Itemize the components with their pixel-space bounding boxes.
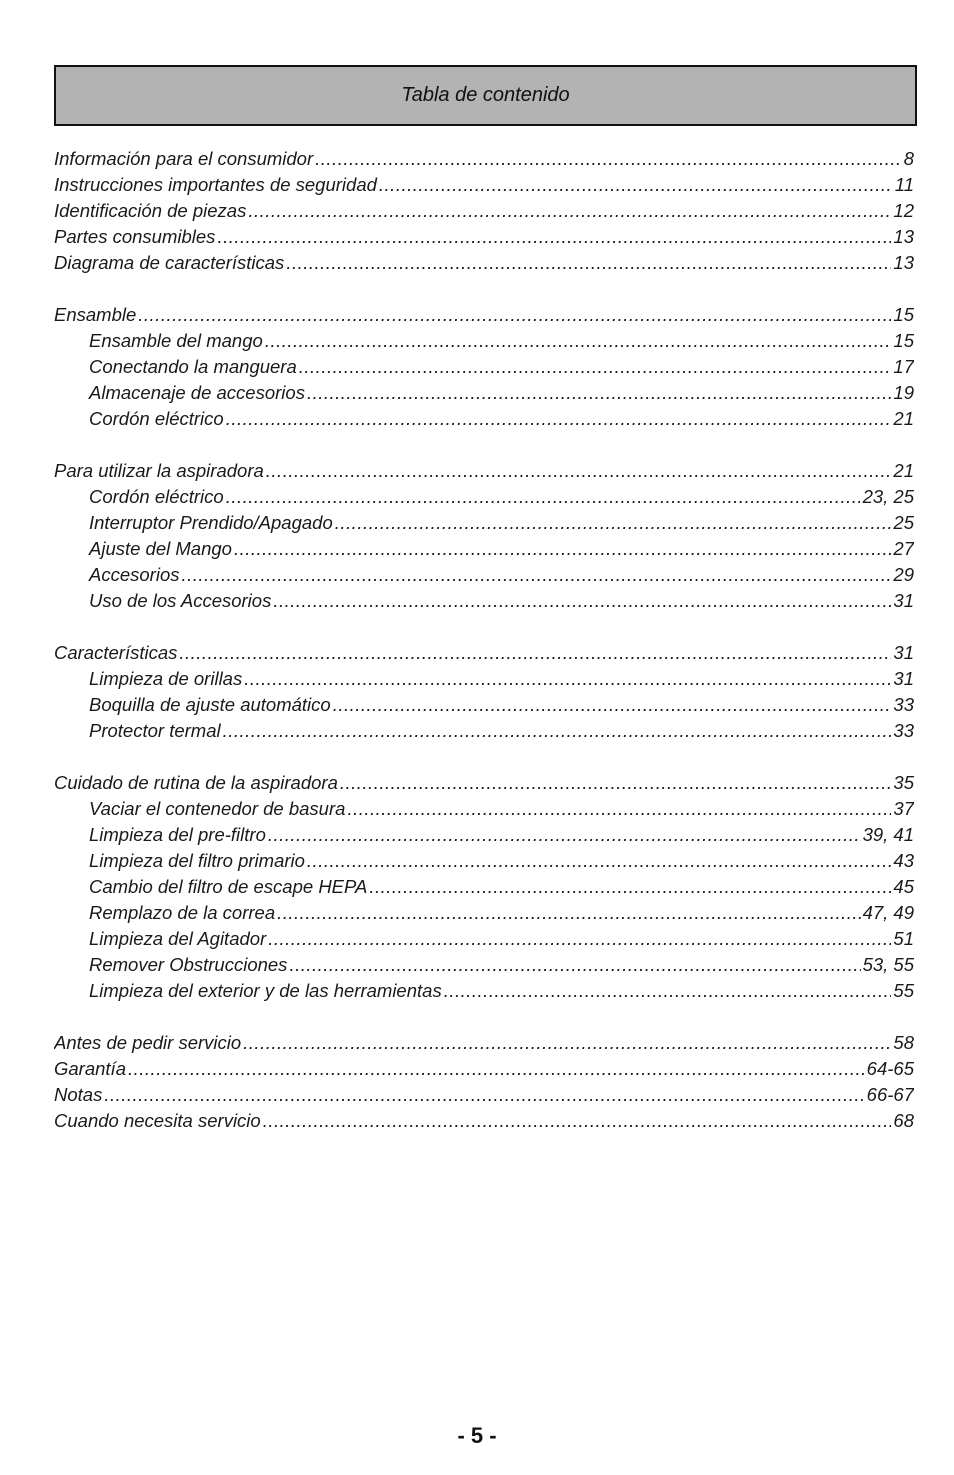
toc-subentry[interactable] — [54, 406, 914, 432]
toc-entry-label: Cordón eléctrico — [89, 408, 224, 429]
dot-leader — [268, 822, 861, 848]
toc-entry-label: Almacenaje de accesorios — [89, 382, 305, 403]
dot-leader — [444, 978, 892, 1004]
toc-entry-label: Ajuste del Mango — [89, 538, 232, 559]
toc-entry-page: 47, 49 — [862, 902, 914, 923]
toc-subentry[interactable] — [54, 588, 914, 614]
toc-entry[interactable] — [54, 146, 914, 172]
toc-entry-label: Protector termal — [89, 720, 221, 741]
toc-subentry[interactable] — [54, 952, 914, 978]
dot-leader — [138, 302, 891, 328]
toc-entry-page: 27 — [893, 538, 914, 559]
toc-entry-label: Boquilla de ajuste automático — [89, 694, 331, 715]
toc-subentry[interactable] — [54, 848, 914, 874]
dot-leader — [248, 198, 891, 224]
toc-entry-label: Limpieza del exterior y de las herramientas — [89, 980, 442, 1001]
dot-leader — [179, 640, 891, 666]
toc-entry-label: Limpieza del Agitador — [89, 928, 267, 949]
toc-subentry[interactable] — [54, 718, 914, 744]
toc-entry-label: Limpieza de orillas — [89, 668, 243, 689]
toc-entry-label: Cuando necesita servicio — [54, 1110, 261, 1131]
dot-leader — [340, 770, 892, 796]
toc-subentry[interactable] — [54, 796, 914, 822]
toc-entry-page: 11 — [894, 174, 914, 195]
dot-leader — [223, 718, 892, 744]
toc-entry-label: Cuidado de rutina de la aspiradora — [54, 772, 338, 793]
toc-entry-label: Identificación de piezas — [54, 200, 247, 221]
toc-entry-page: 19 — [893, 382, 914, 403]
toc-entry-label: Características — [54, 642, 178, 663]
toc-entry-page: 45 — [893, 876, 914, 897]
dot-leader — [104, 1082, 864, 1108]
toc-entry-label: Limpieza del filtro primario — [89, 850, 305, 871]
toc-entry[interactable] — [54, 458, 914, 484]
toc-entry-label: Ensamble del mango — [89, 330, 263, 351]
toc-entry-page: 37 — [893, 798, 914, 819]
dot-leader — [226, 484, 861, 510]
toc-subentry[interactable] — [54, 692, 914, 718]
toc-subentry[interactable] — [54, 380, 914, 406]
toc-entry-label: Uso de los Accesorios — [89, 590, 272, 611]
toc-entry-page: 68 — [893, 1110, 914, 1131]
toc-entry-page: 55 — [893, 980, 914, 1001]
section-gap — [54, 276, 914, 302]
toc-entry-page: 31 — [893, 590, 914, 611]
toc-entry-label: Partes consumibles — [54, 226, 216, 247]
toc-entry-page: 15 — [893, 330, 914, 351]
toc-entry-page: 8 — [903, 148, 914, 169]
toc-subentry[interactable] — [54, 536, 914, 562]
toc-entry[interactable] — [54, 1056, 914, 1082]
dot-leader — [226, 406, 892, 432]
toc-entry-label: Vaciar el contenedor de basura — [89, 798, 346, 819]
toc-entry-label: Limpieza del pre-filtro — [89, 824, 266, 845]
toc-entry[interactable] — [54, 1082, 914, 1108]
dot-leader — [277, 900, 860, 926]
dot-leader — [265, 328, 892, 354]
toc-entry[interactable] — [54, 640, 914, 666]
toc-entry[interactable] — [54, 1030, 914, 1056]
toc-entry-page: 31 — [893, 642, 914, 663]
toc-entry-label: Para utilizar la aspiradora — [54, 460, 264, 481]
toc-entry-label: Ensamble — [54, 304, 137, 325]
toc-entry-label: Instrucciones importantes de seguridad — [54, 174, 377, 195]
section-gap — [54, 432, 914, 458]
toc-entry-page: 58 — [893, 1032, 914, 1053]
toc-entry-page: 64-65 — [866, 1058, 914, 1079]
toc-entry-page: 29 — [893, 564, 914, 585]
toc-entry[interactable] — [54, 770, 914, 796]
toc-subentry[interactable] — [54, 978, 914, 1004]
toc-subentry[interactable] — [54, 900, 914, 926]
toc-entry-page: 39, 41 — [862, 824, 914, 845]
toc-subentry[interactable] — [54, 510, 914, 536]
dot-leader — [286, 250, 891, 276]
toc-entry-page: 25 — [893, 512, 914, 533]
dot-leader — [244, 666, 891, 692]
dot-leader — [181, 562, 891, 588]
dot-leader — [217, 224, 891, 250]
page-title: Tabla de contenido — [401, 84, 570, 106]
dot-leader — [234, 536, 891, 562]
toc-entry-page: 15 — [893, 304, 914, 325]
toc-subentry[interactable] — [54, 484, 914, 510]
toc-subentry[interactable] — [54, 328, 914, 354]
toc-entry[interactable] — [54, 224, 914, 250]
section-gap — [54, 614, 914, 640]
toc-entry-page: 66-67 — [866, 1084, 914, 1105]
toc-entry-label: Remplazo de la correa — [89, 902, 276, 923]
toc-entry[interactable] — [54, 1108, 914, 1134]
table-of-contents — [54, 146, 914, 1134]
dot-leader — [268, 926, 891, 952]
toc-entry-label: Cordón eléctrico — [89, 486, 224, 507]
toc-entry-page: 17 — [893, 356, 914, 377]
toc-entry-page: 43 — [893, 850, 914, 871]
toc-entry-label: Remover Obstrucciones — [89, 954, 288, 975]
section-gap — [54, 1004, 914, 1030]
dot-leader — [307, 848, 892, 874]
dot-leader — [335, 510, 892, 536]
toc-title-box — [54, 65, 917, 126]
toc-subentry[interactable] — [54, 822, 914, 848]
dot-leader — [333, 692, 892, 718]
toc-entry-page: 51 — [893, 928, 914, 949]
page-number: - 5 - — [457, 1423, 497, 1448]
toc-entry-label: Interruptor Prendido/Apagado — [89, 512, 333, 533]
toc-entry-page: 33 — [893, 720, 914, 741]
toc-entry-label: Garantía — [54, 1058, 126, 1079]
toc-entry-page: 12 — [893, 200, 914, 221]
dot-leader — [315, 146, 902, 172]
toc-entry-page: 13 — [893, 252, 914, 273]
toc-entry-page: 23, 25 — [862, 486, 914, 507]
toc-subentry[interactable] — [54, 926, 914, 952]
toc-subentry[interactable] — [54, 562, 914, 588]
dot-leader — [299, 354, 892, 380]
toc-entry-label: Información para el consumidor — [54, 148, 314, 169]
dot-leader — [347, 796, 891, 822]
toc-entry-page: 31 — [893, 668, 914, 689]
toc-entry[interactable] — [54, 198, 914, 224]
toc-entry-page: 33 — [893, 694, 914, 715]
dot-leader — [273, 588, 891, 614]
toc-subentry[interactable] — [54, 354, 914, 380]
toc-entry-page: 21 — [893, 460, 914, 481]
toc-entry-page: 35 — [893, 772, 914, 793]
toc-entry-page: 53, 55 — [862, 954, 914, 975]
dot-leader — [379, 172, 893, 198]
section-gap — [54, 744, 914, 770]
toc-entry[interactable] — [54, 172, 914, 198]
toc-entry-label: Accesorios — [89, 564, 180, 585]
dot-leader — [266, 458, 892, 484]
dot-leader — [263, 1108, 892, 1134]
toc-entry[interactable] — [54, 250, 914, 276]
toc-entry-label: Diagrama de características — [54, 252, 285, 273]
dot-leader — [369, 874, 891, 900]
dot-leader — [128, 1056, 865, 1082]
toc-entry-label: Cambio del filtro de escape HEPA — [89, 876, 368, 897]
dot-leader — [289, 952, 860, 978]
dot-leader — [307, 380, 891, 406]
toc-entry-label: Conectando la manguera — [89, 356, 297, 377]
toc-subentry[interactable] — [54, 666, 914, 692]
toc-entry-page: 13 — [893, 226, 914, 247]
toc-entry-label: Antes de pedir servicio — [54, 1032, 242, 1053]
toc-entry[interactable] — [54, 302, 914, 328]
toc-subentry[interactable] — [54, 874, 914, 900]
dot-leader — [243, 1030, 891, 1056]
toc-entry-label: Notas — [54, 1084, 103, 1105]
toc-entry-page: 21 — [893, 408, 914, 429]
